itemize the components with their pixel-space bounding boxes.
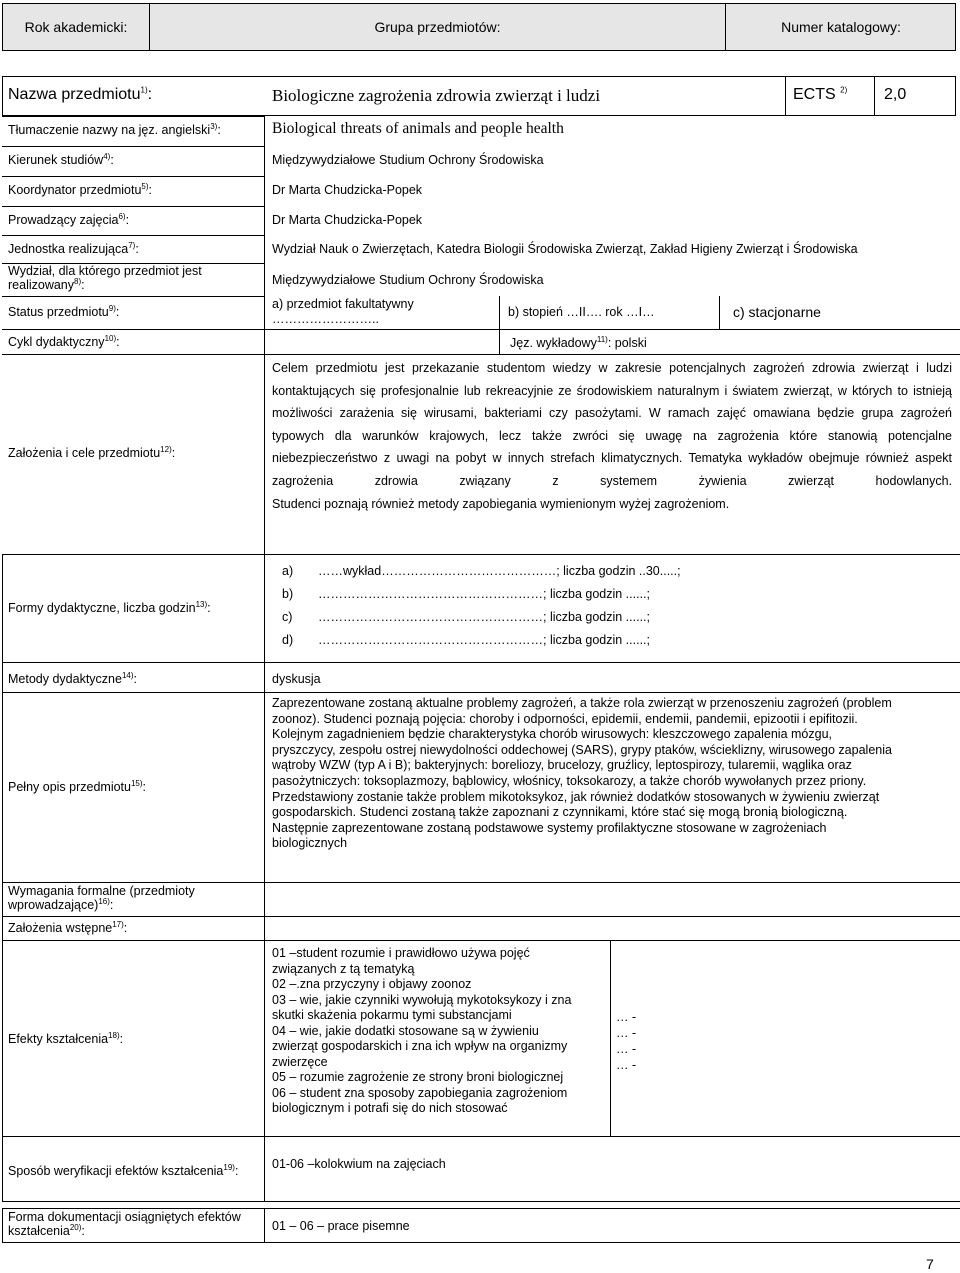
divider: [264, 940, 265, 1136]
ects-label-text: ECTS: [793, 86, 836, 103]
footnote-ref: 18): [108, 1030, 120, 1040]
footnote-ref: 15): [130, 778, 143, 788]
unit-label: Jednostka realizująca$^{7)}$:: [8, 240, 139, 256]
language-label: Jęz. wykładowy: [510, 336, 597, 350]
documentation-label-line2: kształcenia: [8, 1223, 70, 1238]
forms-text: ……wykład……………………………………; liczba godzin ..30.....;: [318, 564, 681, 578]
row-line: [2, 354, 960, 355]
forms-text: ………………………………………………; liczba godzin ......;: [318, 587, 650, 601]
description-label: Pełny opis przedmiotu$^{15)}$:: [8, 778, 147, 794]
divider: [264, 662, 265, 692]
footnote-ref: 8): [74, 276, 82, 286]
outcome-dashes: [616, 1009, 636, 1073]
footnote-ref: 16): [98, 896, 110, 906]
aims-text: [272, 357, 952, 515]
row-line: [2, 176, 264, 177]
divider: [264, 882, 265, 916]
footnote-ref: 13): [195, 599, 208, 609]
row-line: [264, 329, 960, 330]
footnote-ref: 19): [223, 1162, 235, 1172]
row-line: [2, 329, 264, 330]
outcomes-label-text: Efekty kształcenia: [8, 1032, 109, 1046]
lecturer-label-text: Prowadzący zajęcia: [8, 213, 119, 227]
outcome-line: 03 – wie, jakie czynniki wywołują mykotoksykozy i zna: [272, 992, 572, 1007]
footnote-ref: 20): [69, 1222, 82, 1232]
divider: [874, 76, 875, 116]
row-line: [2, 916, 960, 917]
methods-label: Metody dydaktyczne$^{14)}$:: [8, 670, 137, 686]
requirements-label-line2: wprowadzające): [8, 898, 99, 912]
forms-letter: d): [282, 633, 294, 647]
row-line: [2, 116, 264, 117]
description-line: pasożytniczych: toksoplazmozy, bąblowicy, włośnicy, toksokarozy, a także chorób wywołanych przez priony.: [272, 773, 867, 788]
divider: [2, 692, 3, 882]
divider: [264, 916, 265, 940]
divider: [2, 1208, 3, 1242]
description-line: wątroby WZW (typ A i B); bakteryjnych: boreliozy, brucelozy, gruźlicy, leptospirozy, tularemii, wąglika oraz: [272, 758, 852, 773]
footnote-ref: 10): [104, 333, 117, 343]
forms-letter: a): [282, 564, 294, 578]
divider: [2, 882, 3, 916]
footnote-ref: 5): [141, 181, 149, 191]
row-line: [2, 662, 960, 663]
aims-label-text: Założenia i cele przedmiotu: [8, 446, 161, 460]
coordinator-label-text: Koordynator przedmiotu: [8, 183, 142, 197]
forms-label-text: Formy dydaktyczne, liczba godzin: [8, 601, 196, 615]
status-a: [272, 297, 414, 327]
requirements-label: Wymagania formalne (przedmioty wprowadzające)$^{16)}$:: [8, 884, 195, 912]
description-line: Następnie zaprezentowane zostaną podstawowe systemy profilaktyczne stosowane w zagrożeniach: [272, 820, 827, 835]
description-line: zoonoz). Studenci poznają pojęcia: choroby i odporności, epidemii, endemii, pandemii, epizootii i epifitozii.: [272, 711, 858, 726]
footnote-ref: 1): [140, 85, 148, 95]
outcome-line: zwierzęce: [272, 1054, 328, 1069]
outcome-dash: … -: [616, 1042, 637, 1056]
divider: [264, 692, 265, 882]
divider: [264, 1136, 265, 1201]
divider: [785, 76, 786, 116]
forms-letter: b): [282, 587, 294, 601]
outcome-dash: … -: [616, 1010, 637, 1024]
outcome-line: 05 – rozumie zagrożenie ze strony broni biologicznej: [272, 1070, 564, 1084]
divider: [2, 916, 3, 940]
course-name-label-text: Nazwa przedmiotu: [8, 86, 141, 103]
aims-last-line: Studenci poznają również metody zapobiegania wymienionym wyżej zagrożeniom.: [272, 496, 730, 511]
requirements-label-line1: Wymagania formalne (przedmioty: [8, 884, 195, 898]
coordinator-label: Koordynator przedmiotu$^{5)}$:: [8, 181, 153, 197]
description-line: Przedstawiony zostanie także problem mikotoksykoz, jak również dodatków stosowanych w żywieniu zwierząt: [272, 789, 880, 804]
divider: [2, 662, 3, 692]
description-text: [272, 696, 952, 852]
aims-paragraph: Celem przedmiotu jest przekazanie studentom wiedzy w zakresie potencjalnych zagrożeń zdrowia zwierząt i ludzi kontaktujących się profesjonalnie lub rekreacyjnie ze środowiskiem naturalnym i światem zwierząt, w których to istnieją możliwości zarażenia się wirusami, bakteriami czy pasożytami. W ramach zajęć omawiana będzie grupa zagrożeń typowych dla warunków krajowych, lecz także zwróci się uwagę na zagrożenia które stanowią potencjalne niebezpieczeństwo z uwagi na pobyt w innych strefach klimatycznych. Tematyka wykładów obejmuje również aspekt zagrożenia zdrowia związany z systemem żywienia zwierząt hodowlanych.: [272, 361, 952, 488]
field-of-study-label: Kierunek studiów$^{4)}$:: [8, 151, 114, 167]
header-bar: [2, 3, 956, 51]
row-line: [2, 882, 960, 883]
forms-letter: c): [282, 610, 293, 624]
unit-value: Wydział Nauk o Zwierzętach, Katedra Biologii Środowiska Zwierząt, Zakład Higieny Zwierząt i Środowiska: [272, 242, 858, 256]
translation-label: Tłumaczenie nazwy na jęz. angielski$^{3)}$:: [8, 121, 221, 137]
description-line: gospodarskich. Studenci zostaną także zapoznani z czynnikami, które stać się mogą bronią biologiczną.: [272, 805, 848, 820]
status-a-line2: ……………………..: [272, 312, 379, 326]
footnote-ref: 17): [112, 919, 124, 929]
outcome-line: 02 –.zna przyczyny i objawy zoonoz: [272, 977, 472, 991]
outcome-line: 01 –student rozumie i prawidłowo używa pojęć: [272, 946, 530, 960]
row-line: [2, 146, 264, 147]
prerequisites-label: Założenia wstępne$^{17)}$:: [8, 919, 128, 935]
row-line: [2, 1242, 960, 1243]
ects-label: [793, 86, 847, 104]
field-of-study-value: Międzywydziałowe Studium Ochrony Środowiska: [272, 153, 544, 167]
lecturer-value: Dr Marta Chudzicka-Popek: [272, 213, 423, 227]
translation-label-text: Tłumaczenie nazwy na jęz. angielski: [8, 123, 211, 137]
footnote-ref: 14): [121, 670, 134, 680]
translation-value: Biological threats of animals and people health: [272, 120, 564, 137]
verification-value: 01-06 –kolokwium na zajęciach: [272, 1157, 446, 1171]
description-line: pryszczycy, zespołu ostrej niewydolności oddechowej (SARS), grypy ptaków, wścieklizny, wirusowego zapalenia: [272, 742, 892, 757]
forms-label: Formy dydaktyczne, liczba godzin$^{13)}$:: [8, 599, 211, 615]
lecturer-label: Prowadzący zajęcia$^{6)}$:: [8, 211, 130, 227]
row-line: [2, 296, 264, 297]
documentation-value: 01 – 06 – prace pisemne: [272, 1219, 410, 1233]
grupa-przedmiotow-label: Grupa przedmiotów:: [374, 19, 501, 35]
language-value: : polski: [607, 336, 647, 350]
forms-text: ………………………………………………; liczba godzin ......;: [318, 633, 650, 647]
divider: [719, 296, 720, 329]
verification-label-text: Sposób weryfikacji efektów kształcenia: [8, 1164, 224, 1178]
divider: [264, 554, 265, 662]
documentation-label: Forma dokumentacji osiągniętych efektów kształcenia$^{20)}$:: [8, 1210, 241, 1238]
divider: [610, 940, 611, 1136]
status-b: b) stopień …II…. rok …I…: [508, 305, 655, 319]
outcome-dash: … -: [616, 1026, 637, 1040]
row-line: [2, 692, 960, 693]
documentation-label-line1: Forma dokumentacji osiągniętych efektów: [8, 1210, 241, 1224]
verification-label: Sposób weryfikacji efektów kształcenia$^{19)}$:: [8, 1162, 239, 1178]
row-line: [2, 1208, 960, 1209]
unit-label-text: Jednostka realizująca: [8, 242, 129, 256]
status-c: c) stacjonarne: [733, 304, 821, 320]
row-line: [2, 263, 264, 264]
aims-label: Założenia i cele przedmiotu$^{12)}$:: [8, 444, 176, 460]
footnote-ref: 11): [596, 334, 608, 344]
outcomes-list: [272, 946, 607, 1117]
footnote-ref: 9): [108, 303, 116, 313]
footnote-ref: 4): [103, 151, 111, 161]
divider: [2, 940, 3, 1136]
footnote-ref: 6): [118, 211, 126, 221]
ects-value: 2,0: [884, 86, 907, 103]
prerequisites-label-text: Założenia wstępne: [8, 921, 113, 935]
faculty-label-line1: Wydział, dla którego przedmiot jest: [8, 264, 202, 278]
forms-text: ………………………………………………; liczba godzin ......;: [318, 610, 650, 624]
outcome-line: związanych z tą tematyką: [272, 961, 415, 976]
description-label-text: Pełny opis przedmiotu: [8, 780, 131, 794]
outcome-line: skutki skażenia pokarmu tymi substancjami: [272, 1008, 512, 1022]
outcome-dash: … -: [616, 1058, 637, 1072]
outcome-line: 04 – wie, jakie dodatki stosowane są w żywieniu: [272, 1023, 539, 1038]
description-line: biologicznych: [272, 836, 348, 851]
footnote-ref: 7): [128, 240, 136, 250]
description-line: Kolejnym zagadnieniem będzie charakterystyka chorób wirusowych: kleszczowego zapalenia mózgu,: [272, 727, 833, 742]
course-name-value: Biologiczne zagrożenia zdrowia zwierząt i ludzi: [272, 86, 601, 105]
outcomes-label: Efekty kształcenia$^{18)}$:: [8, 1030, 124, 1046]
row-line: [2, 235, 264, 236]
rok-akademicki-label: Rok akademicki:: [24, 19, 128, 35]
field-of-study-label-text: Kierunek studiów: [8, 153, 104, 167]
faculty-value: Międzywydziałowe Studium Ochrony Środowiska: [272, 273, 544, 287]
faculty-label-line2: realizowany: [8, 277, 75, 292]
footnote-ref: 3): [210, 121, 218, 131]
status-label-text: Status przedmiotu: [8, 305, 109, 319]
divider: [264, 116, 265, 554]
outcome-line: biologicznym i potrafi się do nich stosować: [272, 1101, 508, 1115]
row-line: [2, 1201, 960, 1202]
outcome-line: 06 – student zna sposoby zapobiegania zagrożeniom: [272, 1085, 568, 1100]
faculty-label: Wydział, dla którego przedmiot jest realizowany$^{8)}$:: [8, 264, 202, 292]
page-number: 7: [926, 1256, 934, 1272]
numer-katalogowy-label: Numer katalogowy:: [781, 19, 901, 35]
coordinator-value: Dr Marta Chudzicka-Popek: [272, 183, 423, 197]
divider: [264, 1208, 265, 1242]
course-name-label: Nazwa przedmiotu$^{1)}$:: [8, 85, 153, 103]
cycle-label-text: Cykl dydaktyczny: [8, 335, 105, 349]
status-label: Status przedmiotu$^{9)}$:: [8, 303, 120, 319]
footnote-ref: 2): [840, 85, 848, 95]
outcome-line: zwierząt gospodarskich i zna ich wpływ na organizmy: [272, 1039, 568, 1053]
methods-label-text: Metody dydaktyczne: [8, 672, 122, 686]
row-line: [2, 940, 960, 941]
methods-value: dyskusja: [272, 672, 321, 686]
footnote-ref: 12): [160, 444, 172, 454]
row-line: [2, 206, 264, 207]
description-line: Zaprezentowane zostaną aktualne problemy zagrożeń, a także rola zwierząt w przenoszeniu zagrożeń (problem: [272, 696, 892, 710]
cycle-label: Cykl dydaktyczny$^{10)}$:: [8, 333, 120, 349]
divider: [499, 296, 500, 354]
status-a-line1: a) przedmiot fakultatywny: [272, 297, 414, 311]
language-field: [510, 336, 647, 350]
